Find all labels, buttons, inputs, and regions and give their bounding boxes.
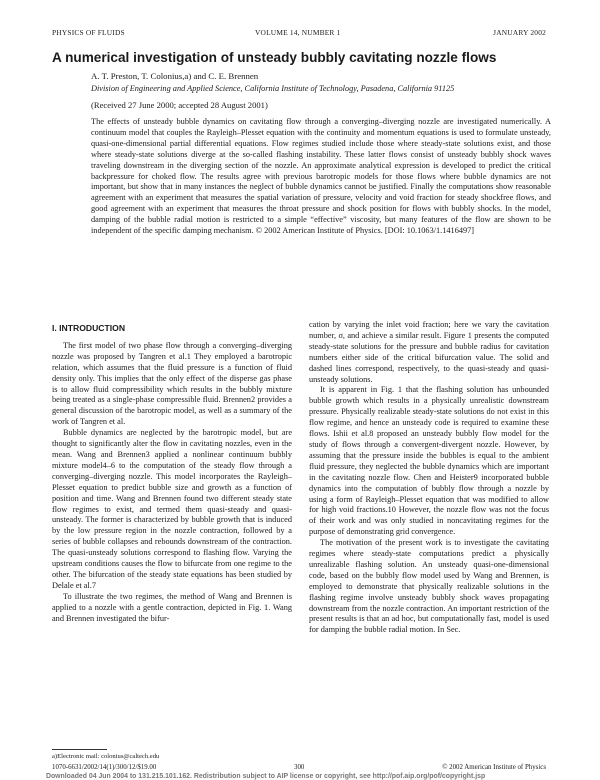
- paragraph: The motivation of the present work is to investigate the cavitating regimes where steady-state computations predict a physically unrealizable flashing solution. An unsteady quasi-one-dimensional code, based on the bubbly flow model used by Wang and Brennen, is employed to demonstrate that physically realizable solutions in the flashing regime involve unsteady bubbly shock waves propagating downstream from the nozzle contraction. An important restriction of the present results is that an ad hoc, but computationally fast, model is used for damping the bubble radial motion. In Sec.: [309, 538, 549, 635]
- received-dates: (Received 27 June 2000; accepted 28 August 2001): [91, 100, 268, 110]
- issue-date: JANUARY 2002: [493, 28, 546, 37]
- footnote: a)Electronic mail: colonius@caltech.edu: [52, 753, 160, 760]
- affiliation: Division of Engineering and Applied Science, California Institute of Technology, Pasadena, California 91125: [91, 84, 455, 93]
- left-column: [52, 323, 292, 624]
- paragraph: To illustrate the two regimes, the method of Wang and Brennen is applied to a nozzle with a gentle contraction, depicted in Fig. 1. Wang and Brennen investigated the bifur-: [52, 591, 292, 623]
- paragraph: cation by varying the inlet void fraction; here we vary the cavitation number, σ, and achieve a similar result. Figure 1 presents the computed steady-state solutions for the pressure and bubble radius for cavitation numbers either side of the critical bifurcation value. The solid and dashed lines correspond, respectively, to the quasi-steady and quasi-unsteady solutions.: [309, 320, 549, 384]
- footnote-rule: [52, 749, 107, 750]
- running-header: [52, 28, 546, 40]
- paragraph: The first model of two phase flow through a converging–diverging nozzle was proposed by Tangren et al.1 They employed a barotropic relation, which assumes that the fluid pressure is a function of fluid density only. This implies that the only effect of the disperse gas phase is to allow fluid compressibility which results in the bubbly mixture being treated as a single-phase compressible fluid. Brennen2 provides a general discussion of the barotropic model, as well as a summary of the work of Tangren et al.: [52, 340, 292, 427]
- authors: A. T. Preston, T. Colonius,a) and C. E. Brennen: [91, 71, 259, 81]
- page-number: 300: [294, 764, 305, 771]
- issn-code: 1070-6631/2002/14(1)/300/12/$19.00: [52, 764, 157, 771]
- paragraph: It is apparent in Fig. 1 that the flashing solution has unbounded bubble growth which results in a physically unrealistic downstream pressure. Physically realizable steady-state solutions do not exist in this flow regime, and hence an unsteady code is required to examine these flows. Ishii et al.8 proposed an unsteady bubbly flow model for the study of flows through a convergent-divergent nozzle. However, by assuming that the pressure inside the bubbles is equal to the ambient fluid pressure, they neglected the bubble dynamics which are important in the cavitating nozzle flow. Chen and Heister9 incorporated bubble dynamics into the computation of bubbly flow through a nozzle by using a form of Rayleigh–Plesset equation that was modified to allow for high void fractions.10 However, the nozzle flow was not the focus of their work and was only studied in noncavitating regimes for the purpose of demonstrating grid convergence.: [309, 385, 549, 537]
- paper-title: A numerical investigation of unsteady bubbly cavitating nozzle flows: [52, 50, 497, 65]
- download-notice: Downloaded 04 Jun 2004 to 131.215.101.162. Redistribution subject to AIP license or copyright, see http://pof.aip.org/pof/copyright.jsp: [46, 773, 486, 780]
- right-column: [309, 320, 549, 636]
- abstract: The effects of unsteady bubble dynamics on cavitating flow through a converging–diverging nozzle are investigated numerically. A continuum model that couples the Rayleigh–Plesset equation with the continuity and momentum equations is used to formulate unsteady, quasi-one-dimensional partial differential equations. Flow regimes studied include those where steady-state solutions exist, and those where steady-state solutions diverge at the so-called flashing instability. These latter flows consist of unsteady bubbly shock waves traveling downstream in the diverging section of the nozzle. An approximate analytical expression is developed to predict the critical backpressure for choked flow. The results agree with previous barotropic models for those flows where bubble dynamics are not important, but show that in many instances the neglect of bubble dynamics cannot be justified. Finally the computations show reasonable agreement with an experiment that measures the spatial variation of pressure, velocity and void fraction for steady shockfree flows, and good agreement with an experiment that measures the throat pressure and shock position for flows with bubbly shocks. In the model, damping of the bubble radial motion is restricted to a simple “effective” viscosity, but many features of the flow are shown to be independent of the specific damping mechanism. © 2002 American Institute of Physics. [DOI: 10.1063/1.1416497]: [91, 117, 551, 236]
- section-heading: I. INTRODUCTION: [52, 323, 126, 333]
- volume-info: VOLUME 14, NUMBER 1: [255, 28, 341, 37]
- paragraph: Bubble dynamics are neglected by the barotropic model, but are thought to significantly alter the flow in cavitating nozzles, even in the mean. Wang and Brennen3 applied a nonlinear continuum bubbly mixture model4–6 to the computation of the steady flow through a converging–diverging nozzle. This model incorporates the Rayleigh–Plesset equation to predict bubble size and growth as a function of position and time. Wang and Brennen found two different steady state flow regimes to exist, and termed them quasi-steady and quasi-unsteady. The former is characterized by bubble growth that is induced by the low pressure region in the nozzle contraction, followed by a series of bubble collapses and rebounds downstream of the contraction. The quasi-unsteady solutions correspond to flashing flow. Varying the upstream conditions causes the flow to bifurcate from one regime to the other. The bifurcation of the steady state equations has been studied by Delale et al.7: [52, 428, 292, 590]
- copyright: © 2002 American Institute of Physics: [442, 764, 546, 771]
- journal-name: PHYSICS OF FLUIDS: [52, 28, 125, 37]
